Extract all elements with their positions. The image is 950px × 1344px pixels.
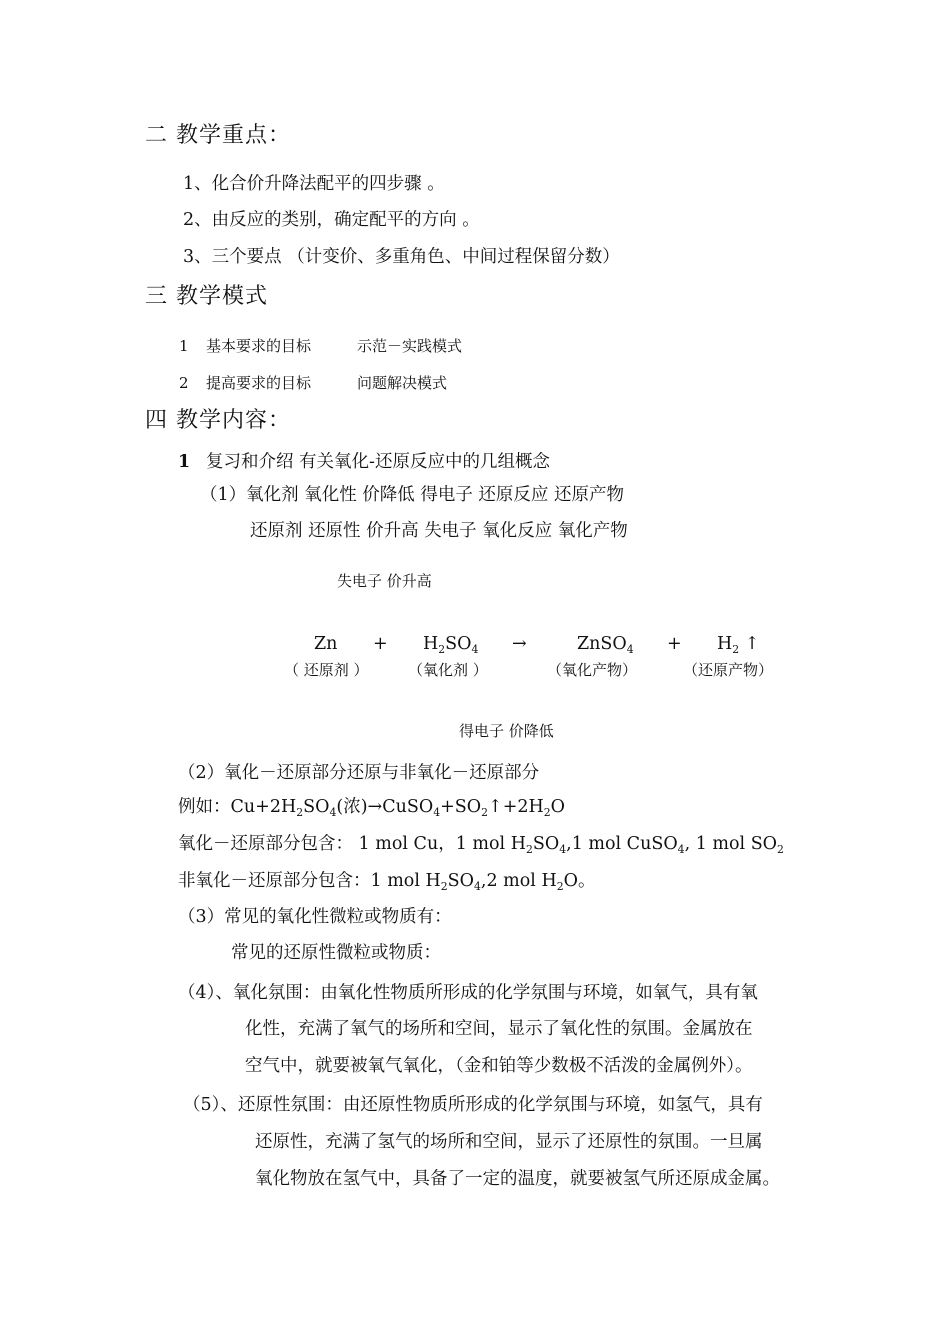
section-3-heading: 三 教学模式 <box>145 284 268 309</box>
part-3-line-2: 常见的还原性微粒或物质： <box>231 943 441 963</box>
plus-sign: + <box>667 634 682 654</box>
part-3-line-1: （3）常见的氧化性微粒或物质有： <box>178 907 452 927</box>
product-h2: $H_2$ ↑ <box>717 634 760 656</box>
role-reduction-product: （还原产物） <box>683 661 774 679</box>
focus-item-3: 3、三个要点 （计变价、多重角色、中间过程保留分数） <box>183 247 620 267</box>
mode-item-1-mode: 示范－实践模式 <box>357 337 463 355</box>
mode-item-2-mode: 问题解决模式 <box>357 374 448 392</box>
role-oxidant: （氧化剂 ） <box>408 661 488 679</box>
section-4-heading: 四 教学内容： <box>145 408 291 433</box>
subsection-1-title: 复习和介绍 有关氧化-还原反应中的几组概念 <box>206 452 550 472</box>
reactant-h2so4: $H_2SO_4$ <box>423 634 479 656</box>
role-oxidation-product: （氧化产物） <box>547 661 638 679</box>
focus-item-1: 1、化合价升降法配平的四步骤 。 <box>183 174 445 194</box>
part-5-line-3: 氧化物放在氢气中，具备了一定的温度，就要被氢气所还原成金属。 <box>255 1169 780 1189</box>
electron-gain-label: 得电子 价降低 <box>459 722 554 740</box>
part-4-line-3: 空气中，就要被氧气氧化，（金和铂等少数极不活泼的金属例外）。 <box>245 1056 753 1076</box>
plus-sign: + <box>373 634 388 654</box>
product-znso4: ZnSO$_4$ <box>577 634 634 656</box>
mode-item-2-num: 2 <box>179 374 189 392</box>
focus-item-2: 2、由反应的类别，确定配平的方向 。 <box>183 210 480 230</box>
part-2-title: （2）氧化－还原部分还原与非氧化－还原部分 <box>178 763 540 783</box>
subsection-1-number: 1 <box>178 452 191 472</box>
role-reductant: （ 还原剂 ） <box>284 661 369 679</box>
concept-row-oxidant: （1）氧化剂 氧化性 价降低 得电子 还原反应 还原产物 <box>200 485 624 505</box>
redox-part-line: 氧化－还原部分包含： 1 mol Cu，1 mol $H_2SO_4,1$ mol CuSO$_4$, 1 mol $SO_2$ <box>178 834 784 856</box>
part-5-line-2: 还原性，充满了氢气的场所和空间，显示了还原性的氛围。一旦属 <box>255 1132 763 1152</box>
example-equation: 例如：$Cu+2H_2SO_4$(浓)$\to CuSO_4+SO_2↑+2H_2O$ <box>178 797 566 819</box>
mode-item-1-goal: 基本要求的目标 <box>206 337 312 355</box>
concept-row-reductant: 还原剂 还原性 价升高 失电子 氧化反应 氧化产物 <box>250 521 628 541</box>
part-4-line-2: 化性，充满了氧气的场所和空间，显示了氧化性的氛围。金属放在 <box>245 1019 753 1039</box>
mode-item-1-num: 1 <box>179 337 189 355</box>
part-5-line-1: （5）、还原性氛围：由还原性物质所形成的化学氛围与环境，如氢气，具有 <box>183 1095 763 1115</box>
reactant-zn: Zn <box>314 634 338 654</box>
part-4-line-1: （4）、氧化氛围：由氧化性物质所形成的化学氛围与环境，如氧气，具有氧 <box>178 983 758 1003</box>
electron-loss-label: 失电子 价升高 <box>337 572 432 590</box>
mode-item-2-goal: 提高要求的目标 <box>206 374 312 392</box>
non-redox-part-line: 非氧化－还原部分包含：1 mol $H_2SO_4,2$ mol $H_2O$。 <box>178 871 596 893</box>
section-2-heading: 二 教学重点： <box>145 123 291 148</box>
reaction-arrow: → <box>512 634 527 654</box>
